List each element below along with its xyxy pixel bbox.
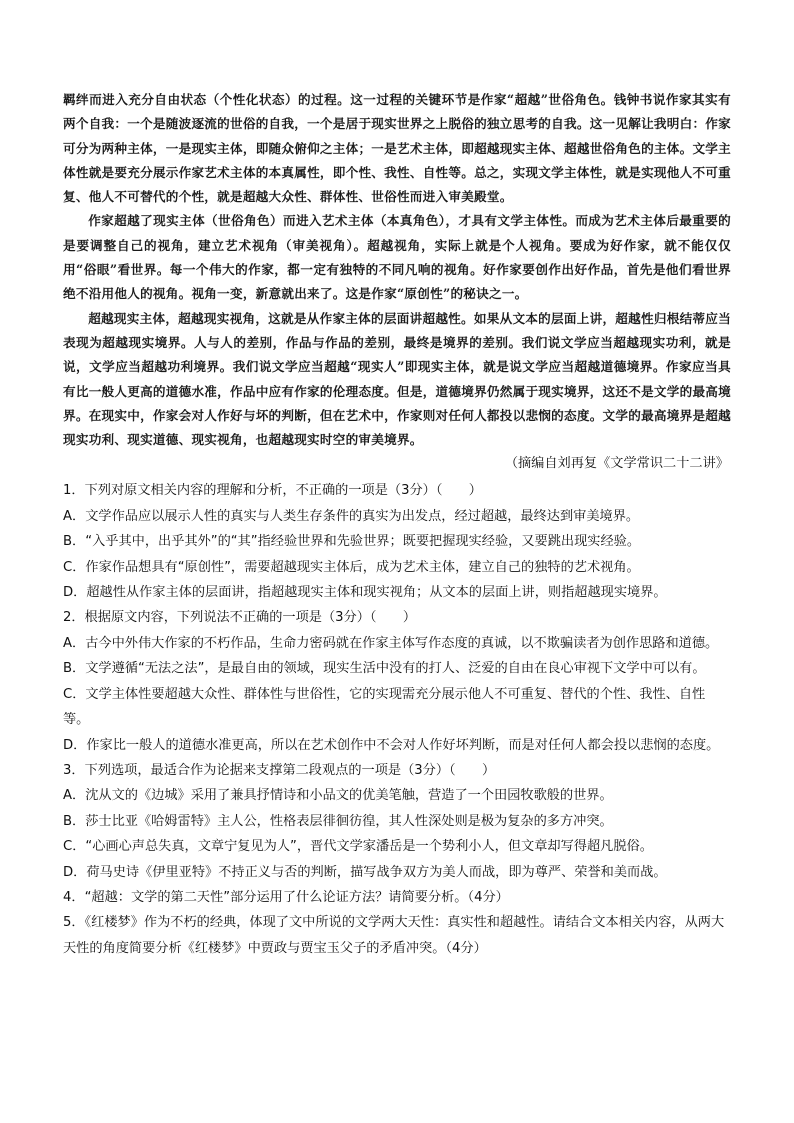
question-1 <box>63 478 731 605</box>
passage-source: （摘编自刘再复《文学常识二十二讲》 <box>504 456 729 472</box>
option-d: D．作家比一般人的道德水准更高，所以在艺术创作中不会对人作好坏判断，而是对任何人都会投以悲悯的态度。 <box>63 737 720 753</box>
option-a: A．沈从文的《边城》采用了兼具抒情诗和小品文的优美笔触，营造了一个田园牧歌般的世界。 <box>63 788 613 804</box>
question-stem: 4．“超越：文学的第二天性”部分运用了什么论证方法？请简要分析。（4分） <box>63 889 509 905</box>
question-4 <box>63 885 731 910</box>
option-a: A．古今中外伟大作家的不朽作品，生命力密码就在作家主体写作态度的真诚，以不欺骗读者为创作思路和道德。 <box>63 635 719 651</box>
option-d: D．超越性从作家主体的层面讲，指超越现实主体和现实视角；从文本的层面上讲，则指超越现实境界。 <box>63 585 667 601</box>
question-5 <box>63 910 731 961</box>
passage-paragraph-2: 作家超越了现实主体（世俗角色）而进入艺术主体（本真角色），才具有文学主体性。而成为艺术主体后最重要的是要调整自己的视角，建立艺术视角（审美视角）。超越视角，实际上就是个人视角。要成为好作家，就不能仅仅用“俗眼”看世界。每一个伟大的作家，都一定有独特的不同凡响的视角。好作家要创作出好作品，首先是他们看世界绝不沿用他人的视角。视角一变，新意就出来了。这是作家“原创性”的秘诀之一。 <box>63 213 731 302</box>
question-2 <box>63 605 731 757</box>
passage-paragraph-1: 羁绊而进入充分自由状态（个性化状态）的过程。这一过程的关键环节是作家“超越”世俗角色。钱钟书说作家其实有两个自我：一个是随波逐流的世俗的自我，一个是居于现实世界之上脱俗的独立思考的自我。这一见解让我明白：作家可分为两种主体，一是现实主体，即随众俯仰之主体；一是艺术主体，即超越现实主体、超越世俗角色的主体。文学主体性就是要充分展示作家艺术主体的本真属性，即个性、我性、自性等。总之，实现文学主体性，就是实现他人不可重复、他人不可替代的个性，就是超越大众性、群体性、世俗性而进入审美殿堂。 <box>63 92 731 205</box>
option-c: C．“心画心声总失真，文章宁复见为人”，晋代文学家潘岳是一个势利小人，但文章却写得超凡脱俗。 <box>63 839 653 855</box>
option-b: B．莎士比亚《哈姆雷特》主人公，性格表层徘徊彷徨，其人性深处则是极为复杂的多方冲突。 <box>63 813 613 829</box>
option-b: B．“入乎其中，出乎其外”的“其”指经验世界和先验世界；既要把握现实经验，又要跳出现实经验。 <box>63 534 641 550</box>
question-stem: 1．下列对原文相关内容的理解和分析，不正确的一项是（3分）（ ） <box>63 483 482 499</box>
option-a: A．文学作品应以展示人性的真实与人类生存条件的真实为出发点，经过超越，最终达到审美境界。 <box>63 508 640 524</box>
question-stem: 3．下列选项，最适合作为论据来支撑第二段观点的一项是（3分）（ ） <box>63 762 496 778</box>
option-d: D．荷马史诗《伊里亚特》不持正义与否的判断，描写战争双方为美人而战，即为尊严、荣誉和美而战。 <box>63 864 667 880</box>
exam-page <box>63 88 731 961</box>
question-3 <box>63 758 731 885</box>
option-c: C．作家作品想具有“原创性”，需要超越现实主体后，成为艺术主体，建立自己的独特的艺术视角。 <box>63 559 640 575</box>
question-stem: 2．根据原文内容，下列说法不正确的一项是（3分）（ ） <box>63 610 417 626</box>
question-stem: 5．《红楼梦》作为不朽的经典，体现了文中所说的文学两大天性：真实性和超越性。请结合文本相关内容，从两大天性的角度简要分析《红楼梦》中贾政与贾宝玉父子的矛盾冲突。（4分） <box>63 915 725 956</box>
reading-passage <box>63 88 731 452</box>
passage-paragraph-3: 超越现实主体，超越现实视角，这就是从作家主体的层面讲超越性。如果从文本的层面上讲，超越性归根结蒂应当表现为超越现实境界。人与人的差别，作品与作品的差别，最终是境界的差别。我们说文学应当超越现实功利，就是说，文学应当超越功利境界。我们说文学应当超越“现实人”即现实主体，就是说文学应当超越道德境界。作家应当具有比一般人更高的道德水准，作品中应有作家的伦理态度。但是，道德境界仍然属于现实境界，这还不是文学的最高境界。在现实中，作家会对人作好与坏的判断，但在艺术中，作家则对任何人都投以悲悯的态度。文学的最高境界是超越现实功利、现实道德、现实视角，也超越现实时空的审美境界。 <box>63 310 731 448</box>
option-c: C．文学主体性要超越大众性、群体性与世俗性，它的实现需充分展示他人不可重复、替代的个性、我性、自性等。 <box>63 686 706 728</box>
option-b: B．文学遵循“无法之法”，是最自由的领域，现实生活中没有的打人、泛爱的自由在良心审视下文学中可以有。 <box>63 661 706 677</box>
